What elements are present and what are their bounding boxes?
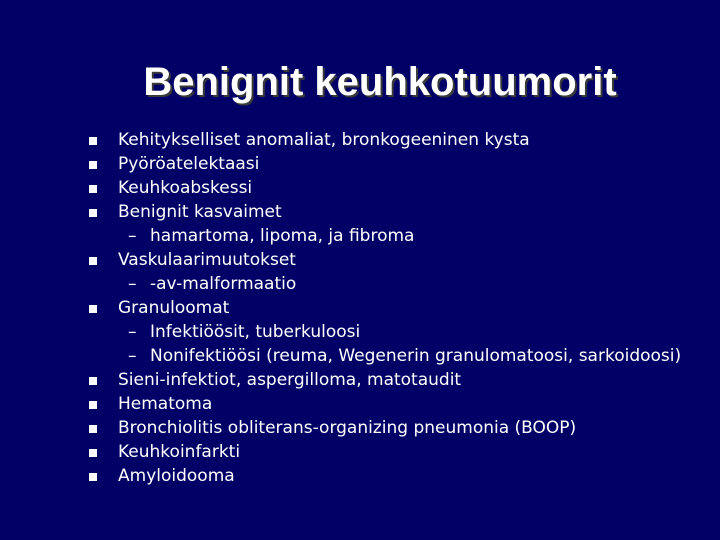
list-item-text: Pyöröatelektaasi — [118, 154, 260, 174]
list-item-text: Benignit kasvaimet — [118, 202, 282, 222]
square-bullet-icon — [89, 209, 97, 217]
sub-item-text: Infektiöösit, tuberkuloosi — [150, 322, 361, 342]
dash-marker: – — [128, 322, 137, 342]
dash-marker: – — [128, 274, 137, 294]
sub-item-text: Nonifektiöösi (reuma, Wegenerin granulomatoosi, sarkoidoosi) — [150, 346, 682, 366]
list-item-text: Kehitykselliset anomaliat, bronkogeeninen kysta — [118, 130, 530, 150]
list-item-text: Keuhkoabskessi — [118, 178, 253, 198]
sub-item-text: -av-malformaatio — [150, 274, 297, 294]
square-bullet-icon — [89, 473, 97, 481]
square-bullet-icon — [89, 305, 97, 313]
square-bullet-icon — [89, 425, 97, 433]
list-item-text: Bronchiolitis obliterans-organizing pneumonia (BOOP) — [118, 418, 577, 438]
sub-item-text: hamartoma, lipoma, ja fibroma — [150, 226, 415, 246]
square-bullet-icon — [89, 137, 97, 145]
square-bullet-icon — [89, 185, 97, 193]
slide-title: Benignit keuhkotuumorit — [143, 60, 617, 104]
list-item-text: Vaskulaarimuutokset — [118, 250, 296, 270]
list-item-text: Keuhkoinfarkti — [118, 442, 241, 462]
dash-marker: – — [128, 346, 137, 366]
list-item-text: Sieni-infektiot, aspergilloma, matotaudit — [118, 370, 462, 390]
list-item-text: Granuloomat — [118, 298, 230, 318]
square-bullet-icon — [89, 377, 97, 385]
list-item-text: Amyloidooma — [118, 466, 235, 486]
square-bullet-icon — [89, 161, 97, 169]
list-item-text: Hematoma — [118, 394, 213, 414]
dash-marker: – — [128, 226, 137, 246]
square-bullet-icon — [89, 257, 97, 265]
square-bullet-icon — [89, 401, 97, 409]
square-bullet-icon — [89, 449, 97, 457]
